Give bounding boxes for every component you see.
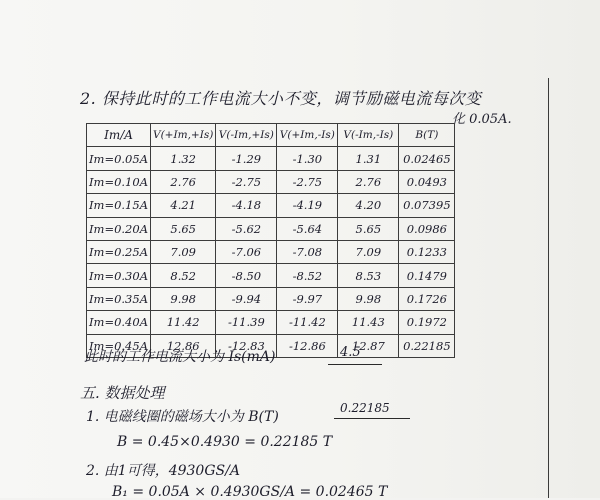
cell-b: 0.1233 (399, 240, 455, 263)
cell-b: 0.07395 (399, 194, 455, 217)
table-row (87, 311, 455, 334)
cell-im: Im=0.45A (87, 334, 151, 357)
cell-im: Im=0.30A (87, 264, 151, 287)
current-underline (328, 364, 382, 365)
cell-v-neg-neg: 12.87 (338, 334, 399, 357)
cell-b: 0.1972 (399, 311, 455, 334)
cell-v-neg-neg: 7.09 (338, 240, 399, 263)
cell-v-pos-neg: -11.42 (277, 311, 338, 334)
table-row (87, 170, 455, 193)
section-title: 五. 数据处理 (80, 384, 165, 402)
cell-b: 0.22185 (399, 334, 455, 357)
working-current-label: 此时的工作电流大小为 Is(mA) (84, 349, 276, 365)
item1-underline (334, 418, 410, 419)
header-v-pos-neg: V(+Im,-Is) (277, 124, 338, 147)
header-v-neg-neg: V(-Im,-Is) (338, 124, 399, 147)
cell-v-neg-neg: 9.98 (338, 287, 399, 310)
cell-v-neg-neg: 11.43 (338, 311, 399, 334)
item2-calculation: B₁ = 0.05A × 0.4930GS/A = 0.02465 T (112, 484, 388, 500)
cell-v-pos-pos: 4.21 (151, 194, 216, 217)
cell-v-pos-neg: -2.75 (277, 170, 338, 193)
cell-v-neg-neg: 2.76 (338, 170, 399, 193)
cell-v-neg-pos: -7.06 (216, 240, 277, 263)
cell-v-pos-pos: 9.98 (151, 287, 216, 310)
item1-calculation: B = 0.45×0.4930 = 0.22185 T (117, 434, 333, 450)
cell-v-pos-neg: -8.52 (277, 264, 338, 287)
cell-im: Im=0.35A (87, 287, 151, 310)
table-header-row (87, 124, 455, 147)
cell-v-neg-pos: -12.83 (216, 334, 277, 357)
cell-v-pos-neg: -9.97 (277, 287, 338, 310)
cell-im: Im=0.10A (87, 170, 151, 193)
measurement-table (86, 123, 455, 358)
item1-value: 0.22185 (340, 401, 390, 415)
cell-im: Im=0.15A (87, 194, 151, 217)
cell-b: 0.1479 (399, 264, 455, 287)
cell-im: Im=0.25A (87, 240, 151, 263)
header-im: Im/A (87, 124, 151, 147)
table-row (87, 240, 455, 263)
table-row (87, 287, 455, 310)
header-v-neg-pos: V(-Im,+Is) (216, 124, 277, 147)
cell-v-pos-pos: 8.52 (151, 264, 216, 287)
header-v-pos-pos: V(+Im,+Is) (151, 124, 216, 147)
item1-label: 1. 电磁线圈的磁场大小为 B(T) (86, 409, 279, 425)
table-row (87, 147, 455, 170)
header-b: B(T) (399, 124, 455, 147)
cell-v-neg-pos: -9.94 (216, 287, 277, 310)
page-margin-line (548, 78, 549, 498)
cell-b: 0.02465 (399, 147, 455, 170)
cell-v-pos-pos: 2.76 (151, 170, 216, 193)
cell-im: Im=0.20A (87, 217, 151, 240)
cell-v-pos-pos: 7.09 (151, 240, 216, 263)
cell-v-neg-neg: 5.65 (338, 217, 399, 240)
table-row (87, 194, 455, 217)
table-row (87, 264, 455, 287)
working-current-value: 4.5 (340, 345, 361, 360)
cell-v-neg-pos: -8.50 (216, 264, 277, 287)
cell-v-pos-pos: 5.65 (151, 217, 216, 240)
cell-v-neg-pos: -4.18 (216, 194, 277, 217)
item2-label: 2. 由1可得，4930GS/A (86, 463, 240, 479)
cell-v-pos-neg: -4.19 (277, 194, 338, 217)
cell-im: Im=0.40A (87, 311, 151, 334)
cell-v-pos-pos: 12.86 (151, 334, 216, 357)
cell-b: 0.0986 (399, 217, 455, 240)
step-heading: 2. 保持此时的工作电流大小不变，调节励磁电流每次变 (80, 89, 482, 108)
cell-v-pos-neg: -1.30 (277, 147, 338, 170)
table-row (87, 217, 455, 240)
cell-v-pos-pos: 1.32 (151, 147, 216, 170)
cell-v-neg-neg: 4.20 (338, 194, 399, 217)
cell-v-neg-pos: -5.62 (216, 217, 277, 240)
cell-v-pos-neg: -5.64 (277, 217, 338, 240)
cell-v-pos-neg: -12.86 (277, 334, 338, 357)
cell-v-neg-pos: -2.75 (216, 170, 277, 193)
cell-v-neg-neg: 1.31 (338, 147, 399, 170)
cell-v-pos-pos: 11.42 (151, 311, 216, 334)
step-heading-continuation: 化 0.05A. (452, 112, 512, 127)
cell-im: Im=0.05A (87, 147, 151, 170)
cell-v-pos-neg: -7.08 (277, 240, 338, 263)
cell-v-neg-pos: -1.29 (216, 147, 277, 170)
cell-b: 0.1726 (399, 287, 455, 310)
cell-b: 0.0493 (399, 170, 455, 193)
cell-v-neg-pos: -11.39 (216, 311, 277, 334)
cell-v-neg-neg: 8.53 (338, 264, 399, 287)
